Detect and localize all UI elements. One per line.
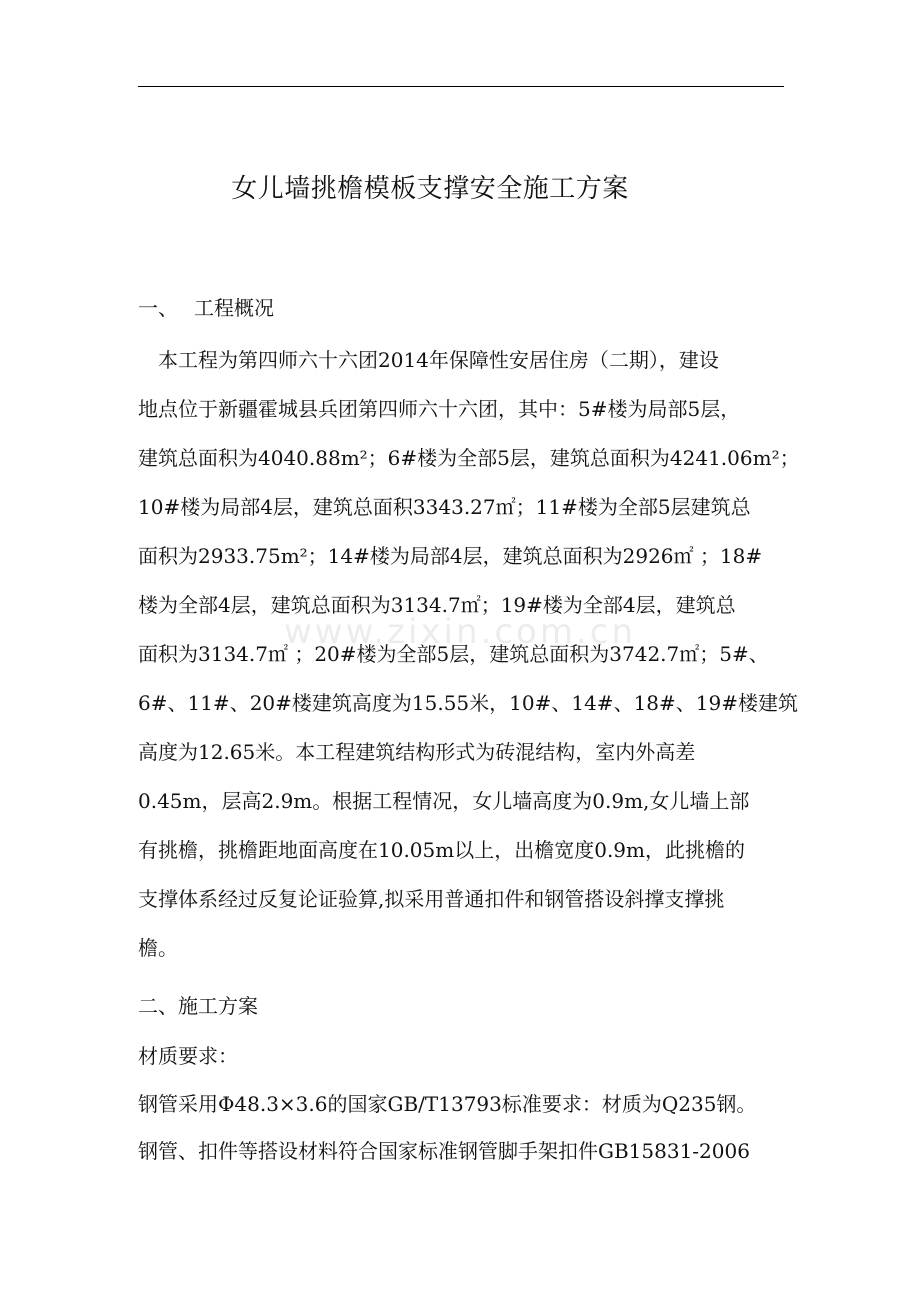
material-requirements-label: 材质要求： bbox=[138, 1044, 238, 1068]
watermark: www.zixin.com.cn bbox=[284, 612, 636, 652]
section-title: 工程概况 bbox=[194, 296, 274, 320]
paragraph-line: 10#楼为局部4层，建筑总面积3343.27㎡；11#楼为全部5层建筑总 bbox=[138, 495, 751, 519]
paragraph-line: 6#、11#、20#楼建筑高度为15.55米，10#、14#、18#、19#楼建筑 bbox=[138, 691, 798, 715]
overview-paragraph bbox=[138, 336, 800, 973]
paragraph-line: 高度为12.65米。本工程建筑结构形式为砖混结构，室内外高差 bbox=[138, 740, 696, 764]
paragraph-line: 支撑体系经过反复论证验算,拟采用普通扣件和钢管搭设斜撑支撑挑 bbox=[138, 887, 725, 911]
paragraph-line: 0.45m，层高2.9m。根据工程情况，女儿墙高度为0.9m,女儿墙上部 bbox=[138, 789, 750, 813]
paragraph-line: 面积为2933.75m²；14#楼为局部4层，建筑总面积为2926㎡ ；18# bbox=[138, 544, 763, 568]
paragraph-line: 建筑总面积为4040.88m²；6#楼为全部5层，建筑总面积为4241.06m²； bbox=[138, 446, 800, 470]
paragraph-line: 有挑檐，挑檐距地面高度在10.05m以上，出檐宽度0.9m，此挑檐的 bbox=[138, 838, 745, 862]
paragraph-line: 楼为全部4层，建筑总面积为3134.7㎡；19#楼为全部4层，建筑总 bbox=[138, 593, 736, 617]
paragraph-line: 面积为3134.7㎡ ；20#楼为全部5层，建筑总面积为3742.7㎡；5#、 bbox=[138, 642, 769, 666]
header-rule bbox=[138, 86, 784, 87]
section-number: 一、 bbox=[138, 296, 178, 320]
paragraph-line: 檐。 bbox=[138, 936, 178, 960]
section-heading-construction-plan: 二、施工方案 bbox=[138, 994, 258, 1018]
paragraph-line: 地点位于新疆霍城县兵团第四师六十六团，其中：5#楼为局部5层， bbox=[138, 397, 741, 421]
paragraph-line: 本工程为第四师六十六团2014年保障性安居住房（二期），建设 bbox=[138, 348, 719, 372]
material-text-line: 钢管、扣件等搭设材料符合国家标准钢管脚手架扣件GB15831-2006 bbox=[138, 1139, 750, 1163]
section-heading-overview bbox=[138, 292, 274, 321]
material-text-line: 钢管采用Φ48.3×3.6的国家GB/T13793标准要求：材质为Q235钢。 bbox=[138, 1092, 757, 1116]
document-title: 女儿墙挑檐模板支撑安全施工方案 bbox=[231, 174, 629, 204]
